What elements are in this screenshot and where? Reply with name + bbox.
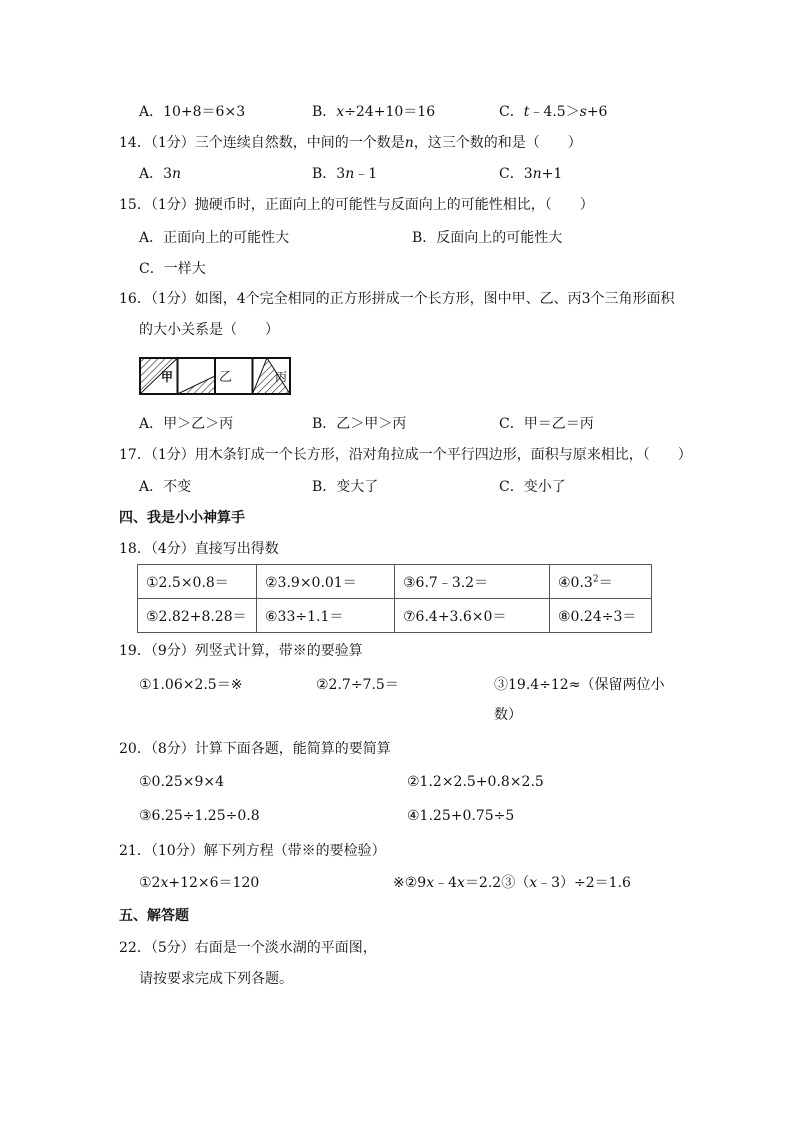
q19-item-3-cont: 数）	[494, 707, 522, 723]
q17-option-b: B．变大了	[312, 479, 379, 495]
q15-option-c: C．一样大	[139, 261, 206, 277]
q20-item-3: ③6.25÷1.25÷0.8	[139, 808, 260, 824]
table-row	[138, 599, 652, 633]
calc-cell: ⑥33÷1.1＝	[257, 599, 395, 633]
table-row	[138, 565, 652, 599]
q21-stem: 21．（10分）解下列方程（带※的要检验）	[119, 843, 386, 859]
q15-option-b: B．反面向上的可能性大	[412, 230, 563, 246]
q17-option-a: A．不变	[139, 479, 192, 495]
calc-cell: ③6.7﹣3.2＝	[395, 565, 550, 599]
q16-option-c: C．甲＝乙＝丙	[499, 416, 594, 432]
q22-line2: 请按要求完成下列各题。	[139, 971, 293, 987]
section-5-heading: 五、解答题	[119, 908, 189, 924]
calc-cell: ⑤2.82+8.28＝	[138, 599, 257, 633]
label-bing: 丙	[275, 370, 288, 384]
q14-option-c: C．3n+1	[499, 166, 563, 182]
q19-item-2: ②2.7÷7.5＝	[316, 677, 399, 693]
q18-calc-table	[137, 564, 652, 633]
q17-option-c: C．变小了	[499, 479, 566, 495]
calc-cell: ⑦6.4+3.6×0＝	[395, 599, 550, 633]
q13-option-b: B．x÷24+10＝16	[312, 104, 436, 120]
q16-stem-line1: 16．（1分）如图，4个完全相同的正方形拼成一个长方形，图中甲、乙、丙3个三角形面积	[119, 291, 675, 307]
calc-cell: ⑧0.24÷3＝	[550, 599, 652, 633]
calc-cell: $④0.3^2=$	[550, 565, 652, 599]
calc-cell: ②3.9×0.01＝	[257, 565, 395, 599]
q14-stem: 14．（1分）三个连续自然数，中间的一个数是n，这三个数的和是（ ）	[119, 135, 582, 151]
q20-stem: 20．（8分）计算下面各题，能简算的要简算	[119, 741, 391, 757]
q15-option-a: A．正面向上的可能性大	[139, 230, 290, 246]
q21-item-1: ①2x+12×6＝120	[139, 875, 260, 891]
q19-stem: 19．（9分）列竖式计算，带※的要验算	[119, 643, 363, 659]
q14-option-b: B．3n﹣1	[312, 166, 378, 182]
label-jia: 甲	[161, 370, 174, 384]
q20-item-4: ④1.25+0.75÷5	[407, 808, 515, 824]
q19-item-3: ③19.4÷12≈（保留两位小	[494, 677, 665, 693]
q20-item-2: ②1.2×2.5+0.8×2.5	[407, 774, 544, 790]
label-yi: 乙	[219, 370, 233, 385]
q16-stem-line2: 的大小关系是（ ）	[139, 322, 279, 338]
q19-item-1: ①1.06×2.5＝※	[139, 677, 243, 693]
q13-option-a: A．10+8＝6×3	[139, 104, 246, 120]
q16-figure	[139, 356, 291, 396]
q16-option-b: B．乙＞甲＞丙	[312, 416, 407, 432]
q18-stem: 18．（4分）直接写出得数	[119, 541, 279, 557]
q21-item-2-3: ※②9x﹣4x＝2.2③（x﹣3）÷2＝1.6	[393, 875, 631, 891]
q13-option-c: C．t﹣4.5＞s+6	[499, 104, 608, 120]
q16-option-a: A．甲＞乙＞丙	[139, 416, 234, 432]
section-4-heading: 四、我是小小神算手	[119, 510, 245, 526]
q15-stem: 15．（1分）抛硬币时，正面向上的可能性与反面向上的可能性相比，（ ）	[119, 197, 594, 213]
q22-line1: 22．（5分）右面是一个淡水湖的平面图，	[119, 940, 377, 956]
q14-option-a: A．3n	[139, 166, 182, 182]
calc-cell: ①2.5×0.8＝	[138, 565, 257, 599]
q17-stem: 17．（1分）用木条钉成一个长方形，沿对角拉成一个平行四边形，面积与原来相比，（ ）	[119, 447, 692, 463]
q20-item-1: ①0.25×9×4	[139, 774, 224, 790]
